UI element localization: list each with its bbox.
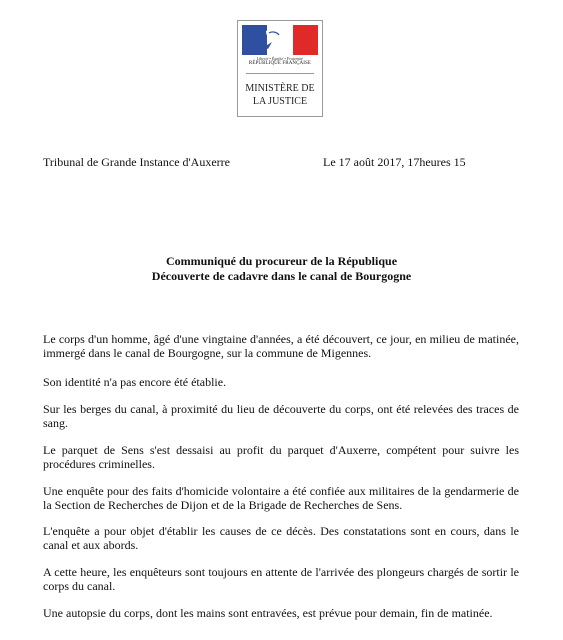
marianne-flag-icon [242,25,318,55]
republic-motto: Liberté • Égalité • Fraternité [256,56,304,61]
paragraph-discovery: Le corps d'un homme, âgé d'une vingtaine d'années, a été découvert, ce jour, en milieu de matinée, immergé dans le canal de Bourgogne, sur la commune de Migennes. [43,332,519,360]
document-subtitle: Découverte de cadavre dans le canal de Bourgogne [151,269,412,283]
paragraph-divers: A cette heure, les enquêteurs sont toujours en attente de l'arrivée des plongeurs chargés de sortir le corps du canal. [43,565,519,593]
release-date: Le 17 août 2017, 17heures 15 [323,155,466,169]
paragraph-investigation: Une enquête pour des faits d'homicide volontaire a été confiée aux militaires de la gendarmerie de la Section de Recherches de Dijon et de la Brigade de Recherches de Sens. [43,484,519,512]
paragraph-blood-traces: Sur les berges du canal, à proximité du lieu de découverte du corps, ont été relevées des traces de sang. [43,402,519,430]
paragraph-jurisdiction: Le parquet de Sens s'est dessaisi au profit du parquet d'Auxerre, compétent pour suivre les procédures criminelles. [43,443,519,471]
logo-divider [246,73,314,74]
ministry-name-line2: LA JUSTICE [252,96,308,107]
paragraph-identity: Son identité n'a pas encore été établie. [43,375,227,389]
republic-name: RÉPUBLIQUE FRANÇAISE [248,61,312,66]
paragraph-autopsy: Une autopsie du corps, dont les mains sont entravées, est prévue pour demain, fin de matinée. [43,606,493,620]
court-name: Tribunal de Grande Instance d'Auxerre [43,155,230,169]
ministry-logo [237,20,323,117]
paragraph-inquiry-purpose: L'enquête a pour objet d'établir les causes de ce décès. Des constatations sont en cours, dans le canal et aux abords. [43,524,519,552]
ministry-name-line1: MINISTÈRE DE [245,83,315,94]
document-title: Communiqué du procureur de la République [165,254,398,268]
